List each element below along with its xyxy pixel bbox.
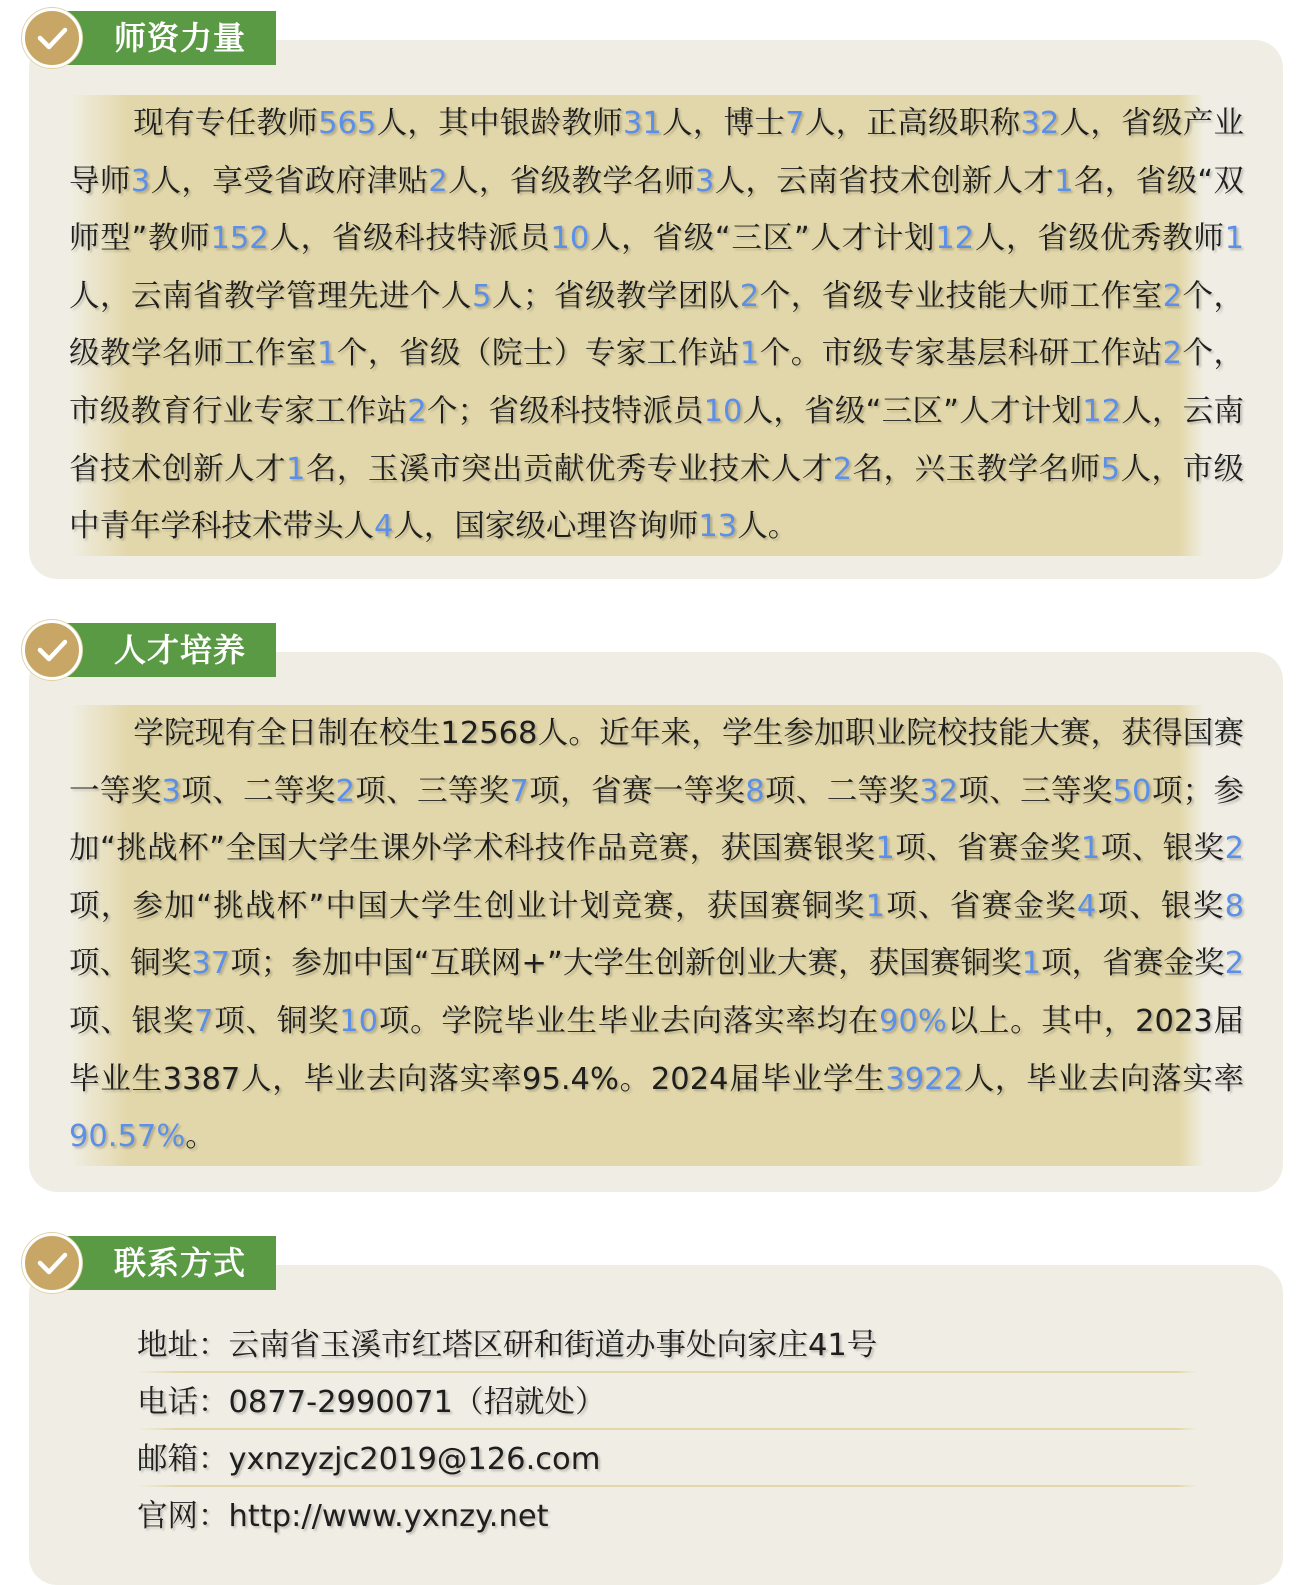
paragraph-text: 人，博士 [661, 106, 786, 141]
highlight-number: 2 [407, 393, 427, 429]
paragraph-text: 个，省级（院士）专家工作站 [336, 336, 740, 372]
paragraph-text: 人；省级教学团队 [491, 278, 740, 314]
paragraph-text: 人，正高级职称 [804, 106, 1021, 141]
paragraph-text: 人，省级“三区”人才计划 [742, 393, 1083, 429]
talent-paragraph [69, 705, 1244, 1166]
highlight-number: 1 [316, 336, 337, 372]
highlight-number: 2 [832, 451, 853, 487]
paragraph-text: 人，市级中青年学科技术带头人 [69, 451, 1245, 545]
teachers-paragraph [69, 95, 1244, 556]
check-icon [22, 620, 82, 680]
highlight-number: 90% [879, 1003, 947, 1039]
paragraph-text: 人，省级优秀教师 [974, 221, 1225, 257]
highlight-number: 3922 [885, 1061, 963, 1097]
divider [137, 1371, 1197, 1373]
paragraph-text: 个，级教学名师工作室 [69, 278, 1245, 372]
section-title: 师资力量 [114, 19, 247, 57]
paragraph-text: 人。 [737, 509, 799, 545]
highlight-number: 1 [739, 336, 760, 372]
highlight-number: 152 [210, 221, 269, 257]
paragraph-text: 项、铜奖 [69, 946, 192, 982]
paragraph-text: 人，省级科技特派员 [268, 221, 551, 257]
paragraph-text: 名，兴玉教学名师 [852, 451, 1101, 487]
contact-card [29, 1265, 1283, 1585]
contact-address: 地址：云南省玉溪市红塔区研和街道办事处向家庄41号 [137, 1328, 878, 1363]
paragraph-text: 项；参加“挑战杯”全国大学生课外学术科技作品竞赛，获国赛银奖 [69, 773, 1245, 867]
paragraph-text: 项。学院毕业生毕业去向落实率均在 [378, 1003, 880, 1039]
paragraph-text: 项；参加中国“互联网+”大学生创新创业大赛，获国赛铜奖 [230, 946, 1022, 982]
paragraph-text: 以上。其中，2023届毕业生3387人，毕业去向落实率95.4%。2024届毕业学生 [69, 1003, 1245, 1097]
paragraph-text: 。 [185, 1119, 216, 1155]
divider [137, 1428, 1197, 1430]
check-icon [22, 8, 82, 68]
paragraph-text: 名，省级“双师型”教师 [69, 163, 1245, 257]
contact-phone: 电话：0877-2990071（招就处） [137, 1385, 606, 1420]
paragraph-text: 项、二等奖 [764, 773, 920, 809]
highlight-number: 50 [1112, 773, 1152, 809]
paragraph-text: 人，云南省技术创新人才 [69, 393, 1245, 487]
highlight-number: 90.57% [69, 1119, 186, 1155]
paragraph-text: 人，省级产业导师 [69, 106, 1245, 199]
highlight-number: 1 [875, 831, 895, 867]
paragraph-text: 人，国家级心理咨询师 [393, 509, 699, 545]
highlight-number: 1 [1021, 946, 1042, 982]
contact-email[interactable]: 邮箱：yxnzyzjc2019@126.com [137, 1442, 601, 1477]
paragraph-text: 项、省赛金奖 [894, 831, 1081, 867]
highlight-number: 10 [550, 221, 590, 257]
paragraph-text: 人，云南省教学管理先进个人 [69, 278, 472, 314]
section-contact [0, 1233, 1296, 1534]
highlight-number: 31 [622, 106, 662, 141]
highlight-number: 10 [339, 1003, 379, 1039]
paragraph-text: 项、银奖 [1096, 888, 1225, 924]
highlight-number: 2 [428, 163, 448, 199]
highlight-number: 12 [935, 221, 975, 257]
paragraph-text: 项、省赛金奖 [884, 888, 1077, 924]
highlight-number: 2 [1162, 278, 1183, 314]
highlight-number: 1 [1224, 221, 1245, 257]
highlight-number: 4 [374, 509, 394, 545]
teachers-card [29, 40, 1283, 579]
teachers-header [22, 8, 282, 68]
highlight-number: 1 [1080, 831, 1101, 867]
highlight-number: 5 [471, 278, 492, 314]
highlight-number: 7 [785, 106, 805, 141]
section-teachers [0, 8, 1296, 583]
highlight-number: 8 [745, 773, 765, 809]
paragraph-text: 项，省赛一等奖 [528, 773, 746, 809]
highlight-number: 2 [1224, 831, 1244, 867]
section-talent [0, 620, 1296, 1195]
paragraph-text: 个，市级教育行业专家工作站 [69, 336, 1245, 429]
highlight-number: 2 [1162, 336, 1183, 372]
highlight-number: 1 [865, 888, 885, 924]
highlight-number: 2 [1224, 946, 1245, 982]
talent-header [22, 620, 282, 680]
paragraph-text: 项，省赛金奖 [1041, 946, 1225, 982]
highlight-number: 3 [694, 163, 715, 199]
contact-header [22, 1233, 282, 1293]
highlight-number: 32 [1020, 106, 1060, 141]
paragraph-text: 项、二等奖 [180, 773, 336, 809]
paragraph-text: 项、三等奖 [354, 773, 510, 809]
highlight-number: 2 [335, 773, 355, 809]
paragraph-text: 学院现有全日制在校生12568人。近年来，学生参加职业院校技能大赛，获得国赛一等奖 [69, 716, 1244, 809]
paragraph-text: 项、银奖 [1100, 831, 1225, 867]
highlight-number: 3 [161, 773, 181, 809]
highlight-number: 1 [285, 451, 306, 487]
paragraph-text: 人，云南省技术创新人才 [714, 163, 1055, 199]
highlight-number: 1 [1054, 163, 1074, 199]
section-title: 联系方式 [114, 1244, 247, 1282]
paragraph-text: 个。市级专家基层科研工作站 [759, 336, 1163, 372]
paragraph-text: 现有专任教师 [133, 106, 319, 141]
paragraph-text: 个；省级科技特派员 [426, 393, 704, 429]
section-title: 人才培养 [114, 631, 247, 669]
highlight-number: 2 [739, 278, 760, 314]
check-icon [22, 1233, 82, 1293]
highlight-number: 37 [191, 946, 231, 982]
highlight-number: 13 [698, 509, 738, 545]
paragraph-text: 个，省级专业技能大师工作室 [759, 278, 1163, 314]
highlight-number: 7 [509, 773, 529, 809]
paragraph-text: 人，省级“三区”人才计划 [589, 221, 936, 257]
paragraph-text: 名，玉溪市突出贡献优秀专业技术人才 [305, 451, 833, 487]
paragraph-text: 项、铜奖 [213, 1003, 340, 1039]
highlight-number: 5 [1100, 451, 1121, 487]
highlight-number: 4 [1076, 888, 1097, 924]
paragraph-text: 项、银奖 [69, 1003, 195, 1039]
highlight-number: 12 [1082, 393, 1122, 429]
highlight-number: 32 [919, 773, 959, 809]
paragraph-text: 人，毕业去向落实率 [962, 1061, 1245, 1097]
paragraph-text: 项、三等奖 [958, 773, 1113, 809]
paragraph-text: 人，其中银龄教师 [376, 106, 623, 141]
paragraph-text: 人，享受省政府津贴 [150, 163, 429, 199]
highlight-number: 7 [194, 1003, 214, 1039]
highlight-number: 8 [1224, 888, 1244, 924]
paragraph-text: 项，参加“挑战杯”中国大学生创业计划竞赛，获国赛铜奖 [69, 888, 866, 924]
highlight-number: 10 [703, 393, 743, 429]
highlight-number: 3 [130, 163, 151, 199]
divider [137, 1485, 1197, 1487]
talent-card [29, 652, 1283, 1192]
contact-website[interactable]: 官网：http://www.yxnzy.net [137, 1499, 549, 1534]
paragraph-text: 人，省级教学名师 [447, 163, 695, 199]
highlight-number: 565 [318, 106, 377, 141]
